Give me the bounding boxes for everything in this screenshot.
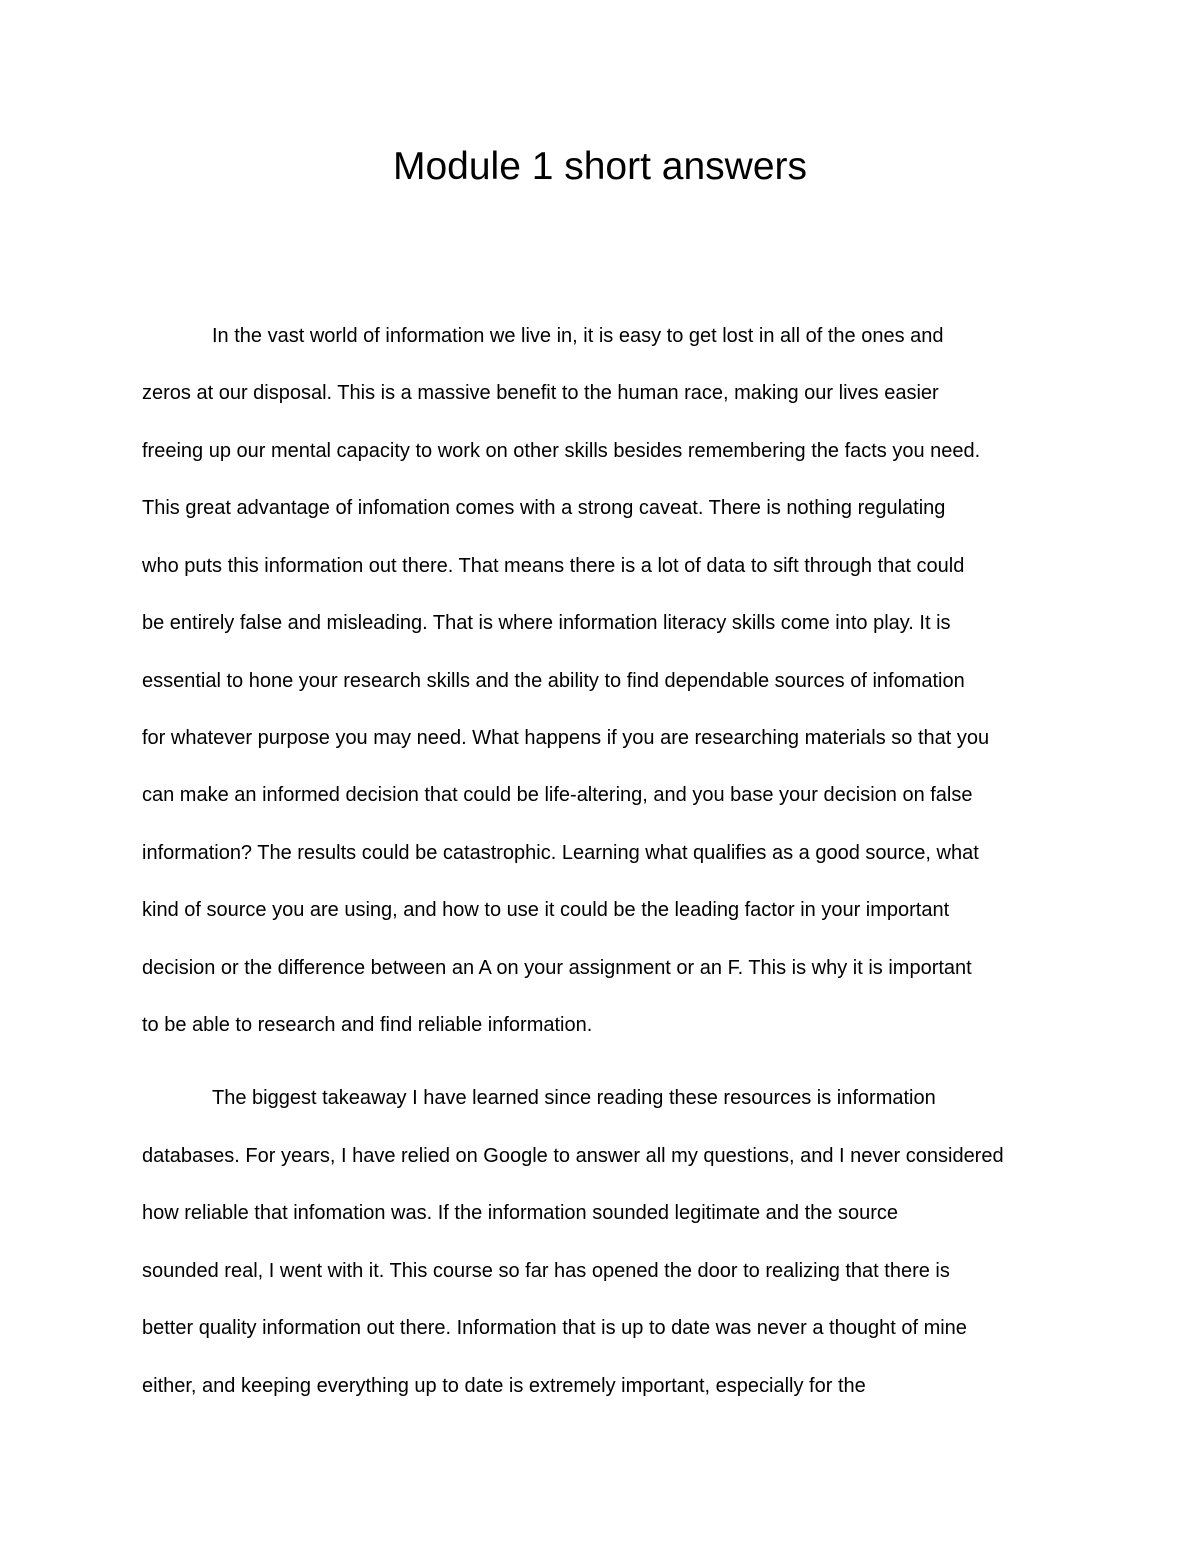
paragraph-1-line-1: In the vast world of information we live in, it is easy to get lost in all of the ones and [212,325,944,347]
paragraph-1-line-4: This great advantage of infomation comes with a strong caveat. There is nothing regulating [142,497,946,519]
paragraph-1-line-9: can make an informed decision that could be life-altering, and you base your decision on false [142,784,973,806]
paragraph-2-line-2: databases. For years, I have relied on Google to answer all my questions, and I never considered [142,1145,1004,1167]
paragraph-1-line-7: essential to hone your research skills and the ability to find dependable sources of infomation [142,670,965,692]
paragraph-1-line-3: freeing up our mental capacity to work on other skills besides remembering the facts you need. [142,440,981,462]
paragraph-1-line-5: who puts this information out there. That means there is a lot of data to sift through that could [142,555,965,577]
paragraph-2-line-4: sounded real, I went with it. This course so far has opened the door to realizing that there is [142,1260,950,1282]
paragraph-2-line-5: better quality information out there. Information that is up to date was never a thought of mine [142,1317,967,1339]
paragraph-1-line-12: decision or the difference between an A on your assignment or an F. This is why it is important [142,957,972,979]
paragraph-1-line-10: information? The results could be catastrophic. Learning what qualifies as a good source, what [142,842,979,864]
paragraph-2-line-1: The biggest takeaway I have learned since reading these resources is information [212,1087,936,1109]
paragraph-1-line-13: to be able to research and find reliable information. [142,1014,593,1036]
paragraph-2-line-6: either, and keeping everything up to date is extremely important, especially for the [142,1375,866,1397]
paragraph-1-line-8: for whatever purpose you may need. What happens if you are researching materials so that you [142,727,990,749]
paragraph-1-line-6: be entirely false and misleading. That is where information literacy skills come into play. It is [142,612,951,634]
paragraph-1-line-2: zeros at our disposal. This is a massive benefit to the human race, making our lives easier [142,382,939,404]
document-title: Module 1 short answers [392,145,808,188]
paragraph-2-line-3: how reliable that infomation was. If the information sounded legitimate and the source [142,1202,898,1224]
paragraph-1-line-11: kind of source you are using, and how to use it could be the leading factor in your important [142,899,950,921]
